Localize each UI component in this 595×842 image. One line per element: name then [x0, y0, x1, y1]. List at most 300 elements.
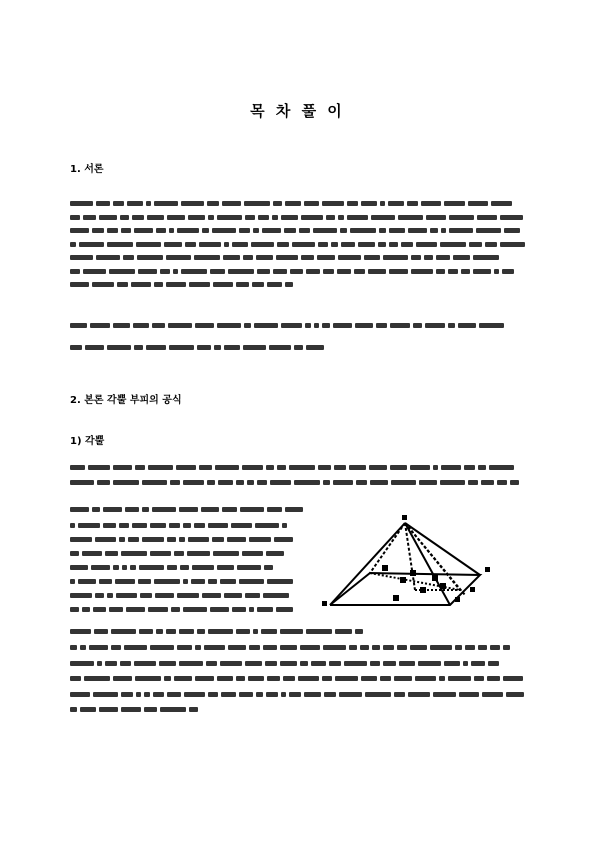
text-glyph-block	[267, 507, 282, 512]
text-glyph-block	[89, 645, 108, 650]
text-glyph-block	[137, 255, 163, 260]
text-glyph-block	[208, 215, 214, 220]
text-glyph-block	[215, 465, 239, 470]
text-glyph-block	[298, 676, 319, 681]
text-glyph-block	[504, 228, 520, 233]
text-glyph-block	[70, 629, 91, 634]
text-glyph-block	[311, 661, 326, 666]
text-glyph-block	[232, 607, 246, 612]
text-glyph-block	[273, 269, 287, 274]
text-glyph-block	[379, 228, 386, 233]
text-glyph-block	[474, 676, 484, 681]
text-glyph-block	[240, 507, 264, 512]
text-glyph-block	[263, 593, 289, 598]
text-glyph-block	[262, 228, 281, 233]
text-glyph-block	[127, 201, 143, 206]
text-glyph-block	[506, 692, 524, 697]
text-glyph-block	[263, 645, 277, 650]
text-glyph-block	[394, 676, 412, 681]
text-glyph-block	[370, 661, 380, 666]
text-glyph-block	[236, 480, 244, 485]
text-glyph-block	[134, 228, 153, 233]
text-glyph-block	[253, 228, 259, 233]
text-glyph-block	[92, 282, 114, 287]
text-glyph-block	[269, 345, 291, 350]
text-glyph-block	[284, 228, 296, 233]
text-glyph-block	[92, 228, 104, 233]
text-glyph-block	[180, 565, 189, 570]
text-glyph-block	[220, 579, 236, 584]
text-glyph-block	[113, 201, 124, 206]
text-glyph-block	[164, 676, 171, 681]
text-glyph-block	[244, 323, 251, 328]
text-glyph-block	[121, 228, 131, 233]
text-glyph-block	[282, 523, 287, 528]
text-glyph-block	[224, 345, 240, 350]
text-glyph-block	[239, 579, 264, 584]
text-glyph-block	[90, 323, 110, 328]
text-glyph-block	[323, 269, 334, 274]
text-glyph-block	[121, 692, 133, 697]
text-glyph-block	[202, 228, 209, 233]
text-glyph-block	[208, 629, 233, 634]
text-glyph-block	[478, 645, 487, 650]
text-glyph-block	[338, 215, 344, 220]
text-glyph-block	[318, 465, 331, 470]
text-line	[70, 691, 525, 698]
text-glyph-block	[189, 707, 198, 712]
text-glyph-block	[107, 345, 131, 350]
text-glyph-block	[249, 645, 260, 650]
text-glyph-block	[464, 465, 475, 470]
text-glyph-block	[121, 707, 141, 712]
text-glyph-block	[290, 269, 303, 274]
text-glyph-block	[410, 645, 427, 650]
text-glyph-block	[236, 676, 245, 681]
text-glyph-block	[124, 645, 147, 650]
text-glyph-block	[183, 480, 204, 485]
text-glyph-block	[197, 345, 211, 350]
text-glyph-block	[194, 523, 205, 528]
text-glyph-block	[350, 228, 376, 233]
text-glyph-block	[408, 692, 430, 697]
text-glyph-block	[164, 242, 182, 247]
text-glyph-block	[167, 537, 176, 542]
text-glyph-block	[213, 282, 233, 287]
text-glyph-block	[195, 323, 214, 328]
text-glyph-block	[70, 565, 88, 570]
text-glyph-block	[236, 629, 250, 634]
text-glyph-block	[105, 661, 117, 666]
text-line	[70, 578, 295, 585]
text-glyph-block	[107, 228, 118, 233]
text-glyph-block	[150, 523, 166, 528]
text-glyph-block	[245, 661, 262, 666]
text-line	[70, 200, 525, 207]
text-glyph-block	[449, 228, 473, 233]
text-glyph-block	[401, 242, 413, 247]
section-heading-intro: 1. 서론	[70, 164, 104, 175]
text-glyph-block	[148, 607, 168, 612]
text-glyph-block	[285, 507, 303, 512]
text-glyph-block	[142, 507, 149, 512]
text-glyph-block	[99, 707, 118, 712]
text-glyph-block	[463, 661, 468, 666]
text-glyph-block	[267, 282, 282, 287]
text-glyph-block	[500, 242, 525, 247]
text-glyph-block	[93, 692, 118, 697]
text-line	[70, 706, 210, 713]
text-glyph-block	[83, 215, 96, 220]
text-glyph-block	[231, 523, 252, 528]
text-glyph-block	[468, 480, 478, 485]
text-glyph-block	[176, 465, 196, 470]
text-glyph-block	[267, 676, 280, 681]
text-glyph-block	[349, 645, 357, 650]
text-glyph-block	[123, 255, 134, 260]
text-glyph-block	[166, 629, 176, 634]
text-glyph-block	[249, 607, 254, 612]
text-glyph-block	[217, 215, 242, 220]
text-line	[70, 628, 370, 635]
text-glyph-block	[120, 215, 129, 220]
text-glyph-block	[239, 692, 253, 697]
text-glyph-block	[349, 465, 366, 470]
text-glyph-block	[322, 323, 330, 328]
text-glyph-block	[280, 645, 297, 650]
text-glyph-block	[144, 692, 150, 697]
text-glyph-block	[131, 282, 151, 287]
text-glyph-block	[125, 507, 139, 512]
text-glyph-block	[150, 645, 174, 650]
text-glyph-block	[339, 692, 362, 697]
subsection-heading: 1) 각뿔	[70, 436, 105, 447]
text-line	[70, 660, 525, 667]
text-glyph-block	[107, 593, 113, 598]
text-glyph-block	[154, 282, 163, 287]
text-glyph-block	[358, 242, 375, 247]
text-glyph-block	[82, 551, 102, 556]
text-glyph-block	[256, 692, 263, 697]
text-glyph-block	[413, 323, 422, 328]
text-glyph-block	[224, 242, 229, 247]
text-glyph-block	[276, 607, 293, 612]
text-glyph-block	[183, 579, 188, 584]
text-glyph-block	[335, 629, 352, 634]
text-glyph-block	[306, 629, 332, 634]
text-line	[70, 322, 525, 329]
text-glyph-block	[156, 228, 166, 233]
text-glyph-block	[70, 269, 80, 274]
text-glyph-block	[370, 480, 388, 485]
text-glyph-block	[201, 507, 219, 512]
text-glyph-block	[326, 215, 335, 220]
text-glyph-block	[70, 228, 89, 233]
text-glyph-block	[256, 255, 273, 260]
text-glyph-block	[154, 579, 180, 584]
text-glyph-block	[272, 215, 278, 220]
text-glyph-block	[371, 215, 395, 220]
text-glyph-block	[277, 242, 289, 247]
text-glyph-block	[70, 661, 94, 666]
text-line	[70, 675, 525, 682]
text-glyph-block	[347, 201, 358, 206]
text-glyph-block	[183, 523, 191, 528]
text-glyph-block	[274, 537, 293, 542]
text-glyph-block	[132, 215, 144, 220]
text-glyph-block	[94, 629, 108, 634]
text-glyph-block	[188, 537, 209, 542]
text-glyph-block	[389, 242, 398, 247]
text-glyph-block	[207, 201, 219, 206]
text-glyph-block	[439, 676, 445, 681]
text-glyph-block	[356, 480, 367, 485]
text-glyph-block	[436, 255, 450, 260]
text-glyph-block	[488, 661, 499, 666]
text-glyph-block	[338, 255, 361, 260]
text-glyph-block	[199, 242, 221, 247]
text-glyph-block	[361, 201, 377, 206]
text-glyph-block	[322, 676, 332, 681]
text-line	[70, 268, 525, 275]
text-glyph-block	[188, 215, 205, 220]
text-glyph-block	[411, 255, 421, 260]
text-glyph-block	[497, 480, 507, 485]
text-line	[70, 564, 295, 571]
text-glyph-block	[128, 537, 139, 542]
text-glyph-block	[264, 565, 273, 570]
text-glyph-block	[283, 676, 295, 681]
text-glyph-block	[70, 507, 89, 512]
text-line	[70, 644, 525, 651]
text-glyph-block	[146, 201, 151, 206]
text-glyph-block	[70, 607, 79, 612]
text-glyph-block	[461, 269, 470, 274]
text-glyph-block	[177, 593, 199, 598]
text-glyph-block	[419, 480, 437, 485]
text-glyph-block	[243, 345, 266, 350]
text-glyph-block	[207, 480, 215, 485]
text-glyph-block	[78, 523, 100, 528]
text-glyph-block	[471, 661, 485, 666]
text-glyph-block	[179, 629, 194, 634]
text-glyph-block	[449, 215, 474, 220]
text-glyph-block	[361, 676, 377, 681]
text-glyph-block	[214, 345, 221, 350]
text-glyph-block	[481, 480, 494, 485]
text-glyph-block	[322, 201, 344, 206]
text-glyph-block	[121, 551, 147, 556]
text-glyph-block	[70, 282, 89, 287]
text-glyph-block	[136, 242, 161, 247]
text-glyph-block	[109, 607, 123, 612]
text-glyph-block	[270, 480, 291, 485]
text-glyph-block	[179, 661, 203, 666]
text-glyph-block	[304, 692, 321, 697]
text-glyph-block	[289, 692, 301, 697]
text-glyph-block	[185, 242, 196, 247]
text-glyph-block	[247, 480, 254, 485]
text-glyph-block	[364, 255, 380, 260]
text-glyph-block	[510, 480, 519, 485]
text-glyph-block	[441, 465, 461, 470]
text-glyph-block	[148, 465, 173, 470]
text-glyph-block	[70, 255, 93, 260]
text-glyph-block	[133, 323, 149, 328]
text-glyph-block	[84, 676, 110, 681]
text-glyph-block	[204, 645, 225, 650]
text-glyph-block	[222, 201, 241, 206]
text-glyph-block	[169, 228, 174, 233]
text-glyph-block	[154, 201, 178, 206]
text-glyph-block	[217, 323, 241, 328]
text-glyph-block	[138, 269, 157, 274]
text-glyph-block	[195, 676, 214, 681]
text-glyph-block	[111, 645, 121, 650]
text-glyph-block	[99, 215, 117, 220]
text-glyph-block	[113, 323, 130, 328]
text-glyph-block	[410, 465, 430, 470]
text-glyph-block	[261, 629, 277, 634]
text-glyph-block	[388, 201, 404, 206]
text-glyph-block	[183, 607, 207, 612]
text-glyph-block	[503, 676, 523, 681]
text-glyph-block	[354, 269, 365, 274]
text-glyph-block	[192, 565, 214, 570]
text-glyph-block	[333, 480, 353, 485]
text-glyph-block	[199, 465, 212, 470]
text-glyph-block	[391, 480, 416, 485]
text-glyph-block	[265, 661, 277, 666]
text-glyph-block	[266, 551, 284, 556]
text-glyph-block	[281, 323, 302, 328]
text-glyph-block	[113, 565, 119, 570]
text-glyph-block	[70, 201, 93, 206]
text-glyph-block	[174, 676, 192, 681]
text-glyph-block	[197, 629, 205, 634]
text-glyph-block	[477, 215, 497, 220]
text-glyph-block	[337, 269, 351, 274]
text-glyph-block	[179, 537, 185, 542]
text-glyph-block	[323, 480, 330, 485]
text-glyph-block	[485, 242, 497, 247]
text-glyph-block	[210, 269, 225, 274]
text-glyph-block	[109, 269, 135, 274]
text-glyph-block	[398, 215, 423, 220]
text-glyph-block	[135, 676, 161, 681]
text-glyph-block	[103, 523, 116, 528]
text-glyph-block	[150, 551, 171, 556]
text-glyph-block	[335, 676, 358, 681]
text-glyph-block	[365, 692, 391, 697]
text-glyph-block	[300, 645, 320, 650]
text-glyph-block	[341, 242, 355, 247]
text-line	[70, 592, 295, 599]
text-glyph-block	[273, 201, 282, 206]
text-glyph-block	[306, 345, 324, 350]
text-glyph-block	[448, 676, 471, 681]
text-glyph-block	[70, 345, 82, 350]
text-glyph-block	[208, 692, 218, 697]
text-glyph-block	[494, 269, 499, 274]
text-glyph-block	[479, 323, 504, 328]
text-glyph-block	[152, 323, 165, 328]
text-glyph-block	[317, 255, 335, 260]
text-glyph-block	[97, 480, 110, 485]
text-glyph-block	[280, 661, 297, 666]
text-glyph-block	[389, 228, 405, 233]
text-glyph-block	[177, 228, 199, 233]
text-glyph-block	[426, 215, 446, 220]
text-glyph-block	[249, 537, 271, 542]
text-glyph-block	[418, 661, 441, 666]
text-glyph-block	[191, 579, 205, 584]
text-line	[70, 254, 525, 261]
text-glyph-block	[473, 269, 491, 274]
text-glyph-block	[280, 629, 303, 634]
text-glyph-block	[208, 579, 217, 584]
text-glyph-block	[70, 480, 94, 485]
pyramid-diagram	[310, 515, 525, 625]
text-glyph-block	[132, 523, 147, 528]
text-glyph-block	[306, 269, 320, 274]
text-glyph-block	[88, 465, 110, 470]
text-glyph-block	[502, 269, 514, 274]
text-glyph-block	[369, 465, 387, 470]
text-glyph-block	[500, 215, 523, 220]
text-glyph-block	[242, 551, 263, 556]
text-line	[70, 522, 295, 529]
text-glyph-block	[83, 269, 106, 274]
text-glyph-block	[255, 523, 279, 528]
text-glyph-block	[433, 465, 438, 470]
text-glyph-block	[476, 228, 501, 233]
text-glyph-block	[80, 645, 86, 650]
text-glyph-block	[70, 645, 77, 650]
section-heading-body: 2. 본론 각뿔 부피의 공식	[70, 395, 182, 406]
text-glyph-block	[491, 201, 512, 206]
text-glyph-block	[503, 645, 510, 650]
text-glyph-block	[433, 692, 456, 697]
text-glyph-block	[254, 323, 278, 328]
text-glyph-block	[448, 323, 455, 328]
text-glyph-block	[430, 228, 438, 233]
text-glyph-block	[119, 523, 129, 528]
text-line	[70, 536, 295, 543]
text-glyph-block	[257, 480, 267, 485]
text-glyph-block	[153, 692, 164, 697]
text-glyph-block	[202, 593, 221, 598]
text-glyph-block	[147, 215, 164, 220]
text-glyph-block	[224, 593, 242, 598]
text-glyph-block	[368, 269, 386, 274]
text-glyph-block	[218, 480, 233, 485]
text-glyph-block	[478, 465, 486, 470]
text-glyph-block	[425, 323, 445, 328]
text-glyph-block	[340, 228, 347, 233]
text-glyph-block	[166, 255, 191, 260]
text-line	[70, 344, 345, 351]
text-glyph-block	[160, 269, 170, 274]
text-glyph-block	[243, 255, 253, 260]
text-glyph-block	[85, 345, 104, 350]
text-glyph-block	[378, 242, 386, 247]
text-glyph-block	[228, 645, 246, 650]
text-glyph-block	[70, 593, 92, 598]
text-glyph-block	[168, 323, 192, 328]
text-glyph-block	[323, 645, 346, 650]
text-glyph-block	[181, 269, 207, 274]
